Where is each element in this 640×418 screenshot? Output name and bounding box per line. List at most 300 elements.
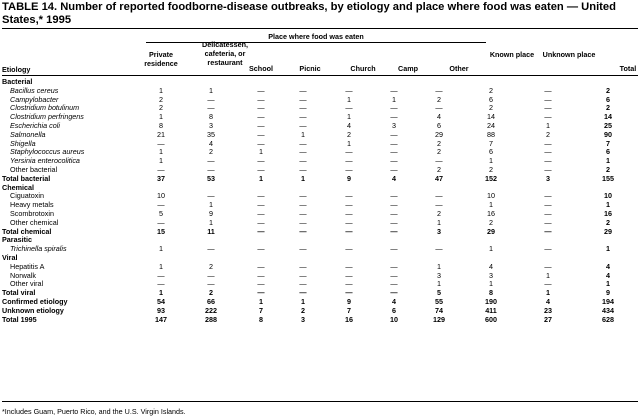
table-row [2, 280, 638, 289]
table-cell: — [257, 261, 265, 271]
table-cell: 29 [604, 226, 612, 236]
organism-name: Salmonella [10, 129, 46, 139]
table-cell: — [345, 164, 353, 174]
table-cell: 3 [437, 270, 441, 280]
table-cell: — [207, 244, 215, 254]
organism-name: Clostridium perfringens [10, 112, 84, 122]
table-cell: — [345, 270, 353, 280]
table-cell: — [299, 191, 307, 201]
table-cell: 1 [259, 296, 263, 306]
table-cell: — [299, 226, 307, 236]
table-cell: 9 [606, 288, 610, 298]
table-cell: 16 [345, 314, 353, 324]
table-cell: — [390, 270, 398, 280]
table-cell: — [544, 94, 552, 104]
table-cell: — [390, 164, 398, 174]
table-cell: — [345, 244, 353, 254]
table-cell: 194 [602, 296, 614, 306]
top-rule [2, 28, 638, 29]
table-cell: 2 [606, 217, 610, 227]
table-cell: — [299, 94, 307, 104]
table-cell: — [544, 164, 552, 174]
table-cell: 88 [487, 129, 495, 139]
grand-total-row [2, 316, 638, 325]
total-row [2, 175, 638, 184]
table-cell: — [390, 208, 398, 218]
table-cell: — [544, 217, 552, 227]
table-cell: 129 [433, 314, 445, 324]
table-cell: — [299, 85, 307, 95]
organism-name: Staphylococcus aureus [10, 147, 85, 157]
table-cell: 434 [602, 305, 614, 315]
table-cell: 2 [489, 217, 493, 227]
table-cell: — [544, 226, 552, 236]
table-cell: — [345, 279, 353, 289]
table-cell: — [157, 279, 165, 289]
table-cell: 6 [489, 147, 493, 157]
table-cell: 4 [606, 261, 610, 271]
table-cell: 1 [259, 147, 263, 157]
table-cell: — [257, 191, 265, 201]
table-cell: 1 [489, 244, 493, 254]
table-cell: 2 [347, 129, 351, 139]
table-cell: 2 [606, 85, 610, 95]
table-cell: — [299, 217, 307, 227]
table-cell: 7 [606, 138, 610, 148]
table-cell: — [435, 191, 443, 201]
table-cell: — [390, 103, 398, 113]
table-cell: 14 [487, 112, 495, 122]
table-cell: 8 [209, 112, 213, 122]
table-cell: — [257, 217, 265, 227]
table-cell: — [257, 244, 265, 254]
row-label: Unknown etiology [2, 305, 64, 315]
table-cell: 55 [435, 296, 443, 306]
table-cell: 2 [489, 85, 493, 95]
table-cell: — [257, 164, 265, 174]
table-cell: — [345, 191, 353, 201]
organism-name: Campylobacter [10, 94, 59, 104]
table-cell: 93 [157, 305, 165, 315]
table-cell: — [299, 244, 307, 254]
table-cell: — [544, 85, 552, 95]
table-cell: — [299, 112, 307, 122]
table-cell: 8 [159, 120, 163, 130]
table-cell: 15 [157, 226, 165, 236]
table-cell: — [390, 200, 398, 210]
table-cell: 4 [347, 120, 351, 130]
table-cell: 4 [209, 138, 213, 148]
table-cell: 23 [544, 305, 552, 315]
table-cell: 1 [159, 244, 163, 254]
table-cell: — [345, 288, 353, 298]
table-cell: — [544, 147, 552, 157]
table-cell: — [390, 226, 398, 236]
table-cell: — [390, 129, 398, 139]
table-cell: 1 [392, 94, 396, 104]
table-cell: — [257, 270, 265, 280]
table-cell: 4 [546, 296, 550, 306]
table-cell: 1 [546, 288, 550, 298]
table-cell: 152 [485, 173, 497, 183]
table-cell: 6 [606, 94, 610, 104]
table-cell: 3 [209, 120, 213, 130]
table-row [2, 219, 638, 228]
row-label: Viral [2, 252, 18, 262]
table-cell: 1 [209, 85, 213, 95]
table-cell: — [544, 191, 552, 201]
table-cell: — [435, 244, 443, 254]
table-row [2, 210, 638, 219]
table-cell: 1 [159, 261, 163, 271]
table-cell: 600 [485, 314, 497, 324]
table-cell: 53 [207, 173, 215, 183]
table-cell: — [390, 279, 398, 289]
table-cell: 1 [606, 156, 610, 166]
table-cell: 7 [347, 305, 351, 315]
row-label: Norwalk [10, 270, 36, 280]
table-cell: 1 [159, 156, 163, 166]
table-cell: 2 [606, 164, 610, 174]
table-cell: 1 [347, 138, 351, 148]
table-cell: 1 [546, 270, 550, 280]
section-header [2, 184, 638, 193]
table-cell: 3 [392, 120, 396, 130]
row-label [2, 245, 140, 254]
table-cell: 288 [205, 314, 217, 324]
table-cell: 11 [207, 226, 215, 236]
table-cell: 24 [487, 120, 495, 130]
table-cell: — [257, 94, 265, 104]
table-cell: 74 [435, 305, 443, 315]
table-cell: 10 [487, 191, 495, 201]
column-header: Private residence [144, 50, 178, 68]
column-header: Picnic [299, 64, 321, 73]
table-cell: 628 [602, 314, 614, 324]
table-cell: — [544, 200, 552, 210]
table-cell: — [544, 112, 552, 122]
table-cell: 2 [209, 261, 213, 271]
table-cell: 3 [437, 226, 441, 236]
organism-name: Clostridium botulinum [10, 103, 80, 113]
table-cell: — [345, 156, 353, 166]
table-cell: 10 [604, 191, 612, 201]
row-label: Parasitic [2, 235, 32, 245]
organism-name: Yersinia enterocolitica [10, 156, 80, 166]
table-cell: — [157, 270, 165, 280]
table-cell: — [390, 138, 398, 148]
table-row [2, 263, 638, 272]
table-cell: — [207, 103, 215, 113]
table-cell: — [299, 164, 307, 174]
table-cell: — [544, 138, 552, 148]
table-cell: 2 [437, 208, 441, 218]
table-cell: 1 [159, 288, 163, 298]
table-cell: — [390, 112, 398, 122]
table-row [2, 192, 638, 201]
table-cell: 2 [209, 147, 213, 157]
table-cell: 7 [489, 138, 493, 148]
table-cell: — [390, 191, 398, 201]
etiology-header: Etiology [2, 65, 31, 74]
table-cell: — [299, 270, 307, 280]
table-cell: — [544, 279, 552, 289]
table-cell: — [435, 85, 443, 95]
organism-name: Bacillus cereus [10, 85, 59, 95]
table-cell: 1 [347, 112, 351, 122]
row-label: Chemical [2, 182, 34, 192]
column-header: Delicatessen, cafeteria, or restaurant [202, 40, 248, 67]
row-label: Hepatitis A [10, 261, 45, 271]
table-cell: — [207, 270, 215, 280]
table-cell: 2 [437, 164, 441, 174]
table-row [2, 148, 638, 157]
table-cell: 6 [392, 305, 396, 315]
total-row [2, 228, 638, 237]
table-cell: 66 [207, 296, 215, 306]
table-cell: — [157, 138, 165, 148]
table-cell: — [390, 288, 398, 298]
table-cell: 6 [489, 94, 493, 104]
table-cell: — [544, 156, 552, 166]
row-label: Scombrotoxin [10, 208, 54, 218]
table-cell: — [257, 226, 265, 236]
row-label: Other bacterial [10, 164, 58, 174]
table-cell: 3 [489, 270, 493, 280]
table-cell: — [299, 279, 307, 289]
table-cell: 16 [487, 208, 495, 218]
table-cell: 37 [157, 173, 165, 183]
organism-name: Trichinella spiralis [10, 244, 67, 254]
table-cell: 54 [157, 296, 165, 306]
column-header: Unknown place [542, 50, 596, 59]
table-cell: — [157, 164, 165, 174]
table-cell: 2 [606, 103, 610, 113]
row-label: Other chemical [10, 217, 59, 227]
table-cell: — [345, 147, 353, 157]
table-cell: — [345, 200, 353, 210]
summary-row [2, 298, 638, 307]
table-cell: — [257, 120, 265, 130]
header-rule [2, 75, 638, 76]
table-cell: — [435, 200, 443, 210]
table-cell: 1 [159, 85, 163, 95]
table-cell: 147 [155, 314, 167, 324]
organism-name: Escherichia coli [10, 120, 60, 130]
table-cell: 9 [209, 208, 213, 218]
table-cell: 3 [301, 314, 305, 324]
table-cell: 1 [546, 120, 550, 130]
table-cell: 16 [604, 208, 612, 218]
table-cell: — [257, 103, 265, 113]
table-cell: 4 [489, 261, 493, 271]
row-label: Total viral [2, 288, 36, 298]
table-cell: — [299, 103, 307, 113]
table-cell: 2 [546, 129, 550, 139]
table-cell: — [390, 156, 398, 166]
table-cell: 1 [159, 112, 163, 122]
table-cell: — [390, 244, 398, 254]
table-row [2, 96, 638, 105]
table-cell: 2 [159, 103, 163, 113]
table-cell: 1 [301, 296, 305, 306]
table-cell: 9 [347, 296, 351, 306]
table-cell: — [299, 261, 307, 271]
section-header [2, 236, 638, 245]
table-cell: — [299, 208, 307, 218]
table-row [2, 201, 638, 210]
table-cell: — [299, 147, 307, 157]
table-cell: 5 [159, 208, 163, 218]
table-cell: 27 [544, 314, 552, 324]
table-cell: 1 [606, 279, 610, 289]
table-cell: 10 [390, 314, 398, 324]
table-cell: — [345, 226, 353, 236]
table-cell: 2 [489, 164, 493, 174]
table-row [2, 113, 638, 122]
table-cell: 1 [347, 94, 351, 104]
place-group-header: Place where food was eaten [268, 32, 364, 41]
table-cell: 411 [485, 305, 497, 315]
table-cell: 1 [437, 279, 441, 289]
table-cell: — [390, 217, 398, 227]
table-cell: 2 [437, 94, 441, 104]
table-row [2, 272, 638, 281]
table-cell: — [207, 279, 215, 289]
table-row [2, 87, 638, 96]
table-cell: 4 [392, 296, 396, 306]
table-cell: 25 [604, 120, 612, 130]
outbreak-table [2, 78, 638, 324]
row-label: Heavy metals [10, 200, 54, 210]
row-label: Bacterial [2, 77, 33, 86]
table-cell: 1 [259, 173, 263, 183]
table-cell: 29 [487, 226, 495, 236]
column-header: Church [350, 64, 376, 73]
column-header: Other [449, 64, 469, 73]
table-cell: 29 [435, 129, 443, 139]
table-title: TABLE 14. Number of reported foodborne-disease outbreaks, by etiology and place where food was eaten — United States,* 1995 [2, 1, 616, 26]
table-cell: 4 [606, 270, 610, 280]
table-row [2, 122, 638, 131]
table-cell: 2 [301, 305, 305, 315]
table-cell: — [390, 147, 398, 157]
table-cell: — [257, 279, 265, 289]
table-cell: — [345, 103, 353, 113]
table-cell: 1 [437, 217, 441, 227]
table-cell: — [299, 138, 307, 148]
row-label: Total 1995 [2, 314, 37, 324]
table-cell: 2 [209, 288, 213, 298]
table-cell: — [299, 288, 307, 298]
table-row [2, 166, 638, 175]
table-cell: 1 [301, 129, 305, 139]
table-cell: — [299, 120, 307, 130]
table-cell: — [390, 85, 398, 95]
organism-name: Shigella [10, 138, 36, 148]
table-cell: — [157, 200, 165, 210]
table-cell: 47 [435, 173, 443, 183]
table-cell: — [390, 261, 398, 271]
table-cell: — [257, 208, 265, 218]
table-cell: 1 [209, 200, 213, 210]
total-row [2, 289, 638, 298]
column-header: Camp [398, 64, 418, 73]
section-header [2, 254, 638, 263]
table-cell: 1 [489, 200, 493, 210]
table-cell: — [257, 112, 265, 122]
table-cell: — [299, 200, 307, 210]
row-label: Confirmed etiology [2, 296, 68, 306]
table-cell: 1 [437, 261, 441, 271]
table-cell: — [544, 261, 552, 271]
table-row [2, 157, 638, 166]
table-row [2, 245, 638, 254]
table-cell: 90 [604, 129, 612, 139]
table-cell: — [544, 103, 552, 113]
table-cell: 10 [157, 191, 165, 201]
table-cell: — [299, 156, 307, 166]
table-cell: 155 [602, 173, 614, 183]
table-cell: 1 [209, 217, 213, 227]
table-cell: — [435, 156, 443, 166]
table-cell: 4 [437, 112, 441, 122]
row-label: Total bacterial [2, 173, 51, 183]
table-cell: 2 [489, 103, 493, 113]
table-cell: 2 [437, 138, 441, 148]
table-cell: — [207, 164, 215, 174]
table-row [2, 131, 638, 140]
table-cell: 1 [159, 147, 163, 157]
column-header: Known place [489, 50, 535, 59]
table-cell: 190 [485, 296, 497, 306]
table-cell: 1 [489, 156, 493, 166]
table-cell: — [257, 138, 265, 148]
table-cell: — [157, 217, 165, 227]
table-cell: 1 [606, 244, 610, 254]
row-label: Total chemical [2, 226, 52, 236]
table-cell: — [544, 244, 552, 254]
table-cell: 9 [347, 173, 351, 183]
footnote: *Includes Guam, Puerto Rico, and the U.S. Virgin Islands. [2, 407, 186, 416]
table-cell: — [257, 156, 265, 166]
bottom-rule [2, 401, 638, 402]
summary-row [2, 307, 638, 316]
table-cell: 1 [606, 200, 610, 210]
table-cell: 3 [546, 173, 550, 183]
table-cell: — [435, 103, 443, 113]
table-cell: 7 [259, 305, 263, 315]
table-row [2, 104, 638, 113]
table-cell: 8 [489, 288, 493, 298]
table-cell: 1 [301, 173, 305, 183]
table-cell: 2 [159, 94, 163, 104]
table-cell: — [345, 208, 353, 218]
table-cell: — [207, 94, 215, 104]
table-cell: — [257, 200, 265, 210]
table-cell: 35 [207, 129, 215, 139]
table-cell: 6 [437, 120, 441, 130]
table-cell: — [207, 156, 215, 166]
table-cell: — [257, 288, 265, 298]
column-header: Total [619, 64, 637, 73]
table-cell: 222 [205, 305, 217, 315]
table-cell: 21 [157, 129, 165, 139]
table-cell: — [207, 191, 215, 201]
table-cell: 14 [604, 112, 612, 122]
table-cell: — [345, 85, 353, 95]
row-label: Ciguatoxin [10, 191, 44, 201]
